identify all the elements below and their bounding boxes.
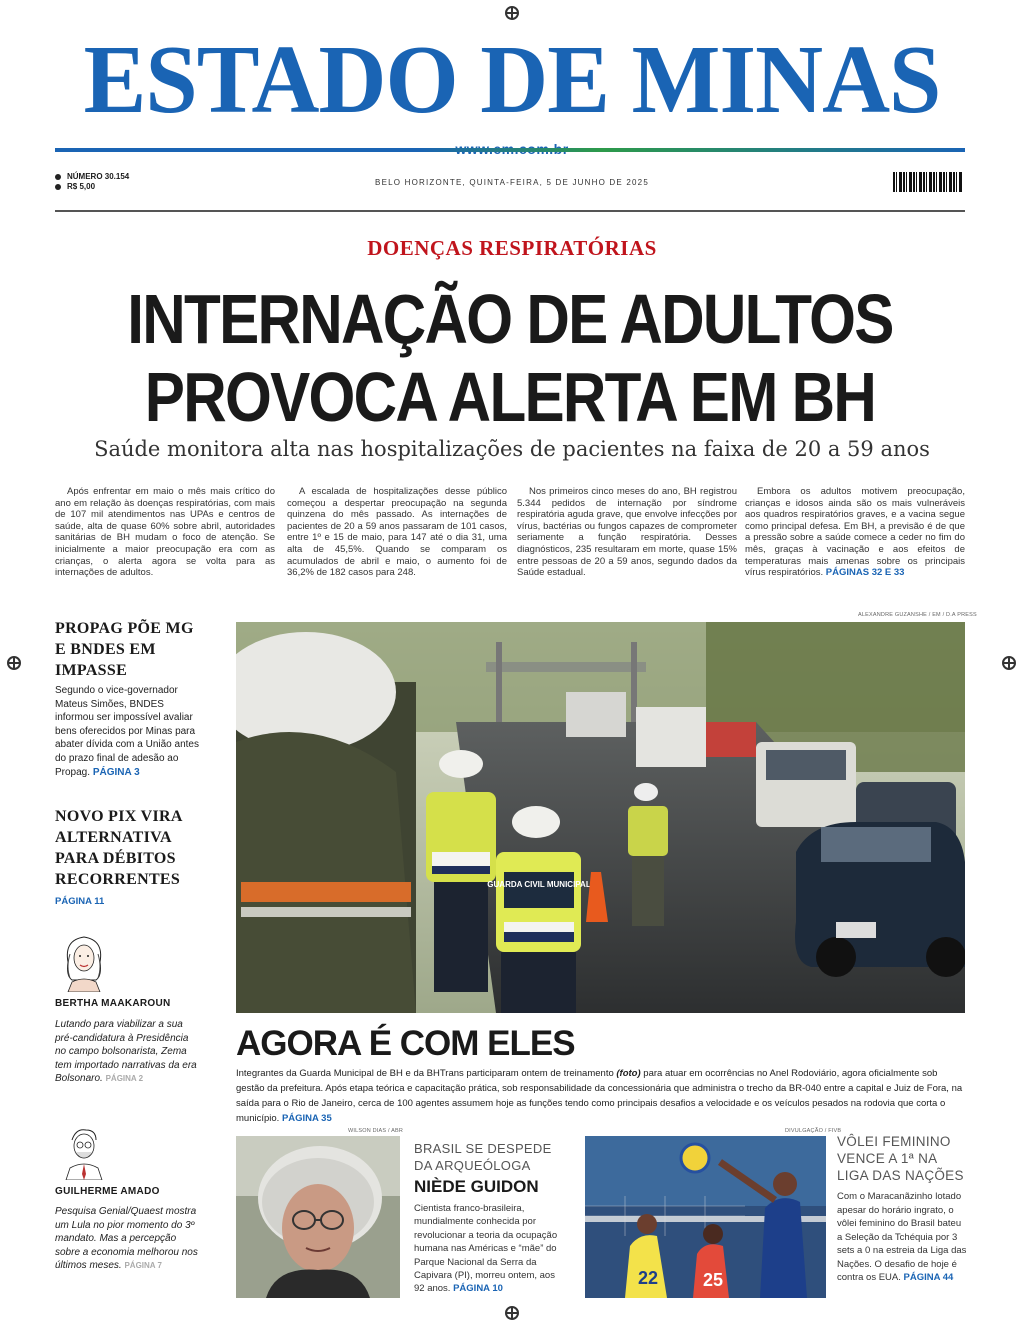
barcode-icon bbox=[893, 172, 963, 192]
bertha-portrait-icon bbox=[58, 932, 110, 992]
guilherme-text: Pesquisa Genial/Quaest mostra um Lula no pior momento do 3º mandato. Mas a percepção sobre a economia melhorou nos últimos meses. bbox=[55, 1206, 198, 1272]
registration-mark-top bbox=[505, 6, 519, 20]
volley-photo-credit: DIVULGAÇÃO / FIVB bbox=[785, 1128, 842, 1134]
lead-column-3-text: Nos primeiros cinco meses do ano, BH registrou 5.344 pedidos de internação por síndrome respiratória aguda grave, que envolve infecções por vírus, bactérias ou fungos capazes de comprometer seriamente a função respiratória. Desses diagnósticos, 235 resultaram em morte, quase 15% entre pessoas de 20 a 59 anos, segundo dados da Saúde estadual. bbox=[517, 486, 737, 579]
masthead-title: ESTADO DE MINAS bbox=[83, 26, 941, 134]
niede-headline[interactable]: NIÈDE GUIDON bbox=[414, 1177, 539, 1196]
propag-headline[interactable]: PROPAG PÕE MG E BNDES EM IMPASSE bbox=[55, 620, 194, 679]
volley-photo[interactable] bbox=[585, 1136, 826, 1298]
lead-column-4-text: Embora os adultos motivem preocupação, crianças e idosos ainda são os mais vulneráveis aos quadros respiratórios graves, e a vacina segue como principal defesa. Em BH, a previsão é de que a pressão sobre a saúde comece a ceder no fim do mês, graças à vacinação e aos efeitos de temperaturas mais amenas sobre os principais vírus respiratórios. bbox=[745, 486, 965, 579]
lead-kicker: DOENÇAS RESPIRATÓRIAS bbox=[367, 236, 657, 260]
jersey-number-22: 22 bbox=[637, 1268, 659, 1288]
lead-column-2-text: A escalada de hospitalizações desse público começou a despertar preocupação na segunda quinzena do mês passado. As internações de pacientes de 20 a 59 anos passaram de 101 casos, entre 1º e 15 de maio, para 147 até o dia 31, uma alta de 45,5%. Quando se comparam os acumulados de abril e maio, o aumento foi de 36,2% de 182 casos para 248. bbox=[287, 486, 507, 579]
volley-text: Com o Maracanãzinho lotado apesar do horário ingrato, o vôlei feminino do Brasil bateu a Seleção da Tchéquia por 3 sets a 0 na estreia da Liga das Nações. O desafio de hoje é contra os EUA. bbox=[837, 1191, 967, 1283]
niede-text: Cientista franco-brasileira, mundialmente conhecida por revolucionar a teoria da ocupação humana nas Américas e “mãe” do Parque Nacional da Serra da Capivara (PI), morreu ontem, aos 92 anos. bbox=[414, 1203, 558, 1295]
main-photo-headline[interactable]: AGORA É COM ELES bbox=[236, 1024, 575, 1063]
header-divider bbox=[55, 210, 965, 212]
volley-headline[interactable]: VÔLEI FEMININO VENCE A 1ª NA LIGA DAS NAÇÕES bbox=[837, 1134, 964, 1183]
lead-column-3 bbox=[517, 486, 737, 579]
volley-page-ref[interactable]: PÁGINA 44 bbox=[903, 1272, 954, 1283]
guilherme-summary bbox=[55, 1205, 200, 1273]
main-photo-image bbox=[236, 622, 965, 1013]
lead-page-ref[interactable]: PÁGINAS 32 E 33 bbox=[825, 567, 905, 579]
niede-photo-image bbox=[236, 1136, 400, 1298]
lead-column-4 bbox=[745, 486, 965, 579]
niede-photo[interactable] bbox=[236, 1136, 400, 1298]
lead-headline-line-2: PROVOCA ALERTA EM BH bbox=[144, 358, 876, 436]
guilherme-portrait-icon bbox=[58, 1124, 110, 1180]
lead-column-2 bbox=[287, 486, 507, 579]
guilherme-name: GUILHERME AMADO bbox=[55, 1186, 160, 1197]
guilherme-page-ref[interactable]: PÁGINA 7 bbox=[124, 1261, 162, 1271]
main-photo-page-ref[interactable]: PÁGINA 35 bbox=[281, 1113, 332, 1124]
lead-deck: Saúde monitora alta nas hospitalizações de pacientes na faixa de 20 a 59 anos bbox=[94, 437, 930, 461]
propag-page-ref[interactable]: PÁGINA 3 bbox=[92, 766, 140, 778]
propag-summary bbox=[55, 684, 203, 779]
pix-page-ref[interactable] bbox=[55, 896, 104, 907]
volley-summary bbox=[837, 1190, 967, 1285]
volley-photo-image bbox=[585, 1136, 826, 1298]
bertha-text: Lutando para viabilizar a sua pré-candidatura à Presidência no campo bolsonarista, Zema tem importado narrativas da era Bolsonaro. bbox=[55, 1019, 197, 1085]
jersey-number-25: 25 bbox=[702, 1270, 724, 1290]
bertha-summary bbox=[55, 1018, 200, 1086]
dateline: BELO HORIZONTE, QUINTA-FEIRA, 5 DE JUNHO DE 2025 bbox=[375, 178, 649, 187]
masthead-rule bbox=[55, 148, 965, 152]
niede-kicker: BRASIL SE DESPEDE DA ARQUEÓLOGA bbox=[414, 1141, 552, 1173]
main-photo-caption-text-1: Integrantes da Guarda Municipal de BH e da BHTrans participaram ontem de treinamento bbox=[236, 1068, 617, 1079]
lead-headline[interactable] bbox=[123, 280, 897, 436]
niede-photo-credit: WILSON DIAS / ABR bbox=[348, 1128, 404, 1134]
main-photo-caption-text-2: para atuar em ocorrências no Anel Rodoviário, agora oficialmente sob gestão da prefeitura. Após etapa teórica e capacitação prática, sob responsabilidade da concessionária que administra o trecho da BR-040 entre a capital e Juiz de Fora, na saída para o Rio de Janeiro, cerca de 100 agentes assumem hoje as funções tendo como principais desafios a velocidade e os veículos pesados na rodovia que corta o município. bbox=[236, 1068, 963, 1124]
main-photo-caption-foto: (foto) bbox=[616, 1068, 641, 1079]
lead-column-1 bbox=[55, 486, 275, 579]
main-photo[interactable] bbox=[236, 622, 965, 1013]
edition-price: R$ 5,00 bbox=[55, 182, 129, 192]
main-photo-credit: ALEXANDRE GUZANSHE / EM / D.A PRESS bbox=[858, 612, 977, 618]
edition-number: NÚMERO 30.154 bbox=[55, 172, 129, 182]
bertha-name: BERTHA MAAKAROUN bbox=[55, 998, 171, 1009]
pix-page-ref-text: PÁGINA 11 bbox=[55, 896, 105, 907]
niede-page-ref[interactable]: PÁGINA 10 bbox=[453, 1283, 503, 1295]
main-photo-caption bbox=[236, 1066, 966, 1126]
lead-headline-line-1: INTERNAÇÃO DE ADULTOS bbox=[127, 280, 893, 358]
pix-headline[interactable]: NOVO PIX VIRA ALTERNATIVA PARA DÉBITOS RECORRENTES bbox=[55, 808, 182, 888]
propag-text: Segundo o vice-governador Mateus Simões, BNDES informou ser impossível avaliar bens oferecidos por Minas para abater dívida com a União antes do prazo final de adesão ao Propag. bbox=[55, 685, 199, 778]
registration-mark-right bbox=[1002, 656, 1016, 670]
niede-summary bbox=[414, 1202, 564, 1296]
bertha-page-ref[interactable]: PÁGINA 2 bbox=[105, 1074, 144, 1084]
lead-column-1-text: Após enfrentar em maio o mês mais crítico do ano em relação às doenças respiratórias, com mais de 107 mil atendimentos nas UPAs e centros de saúde, alta de quase 60% sobre abril, autoridades sanitárias de BH mudam o foco de atenção. Se inicialmente a maior preocupação era com as crianças, o alerta agora se volta para as internações de adultos. bbox=[55, 486, 275, 579]
registration-mark-left bbox=[7, 656, 21, 670]
registration-mark-bottom bbox=[505, 1306, 519, 1320]
vest-text: GUARDA CIVIL MUNICIPAL bbox=[487, 880, 591, 889]
